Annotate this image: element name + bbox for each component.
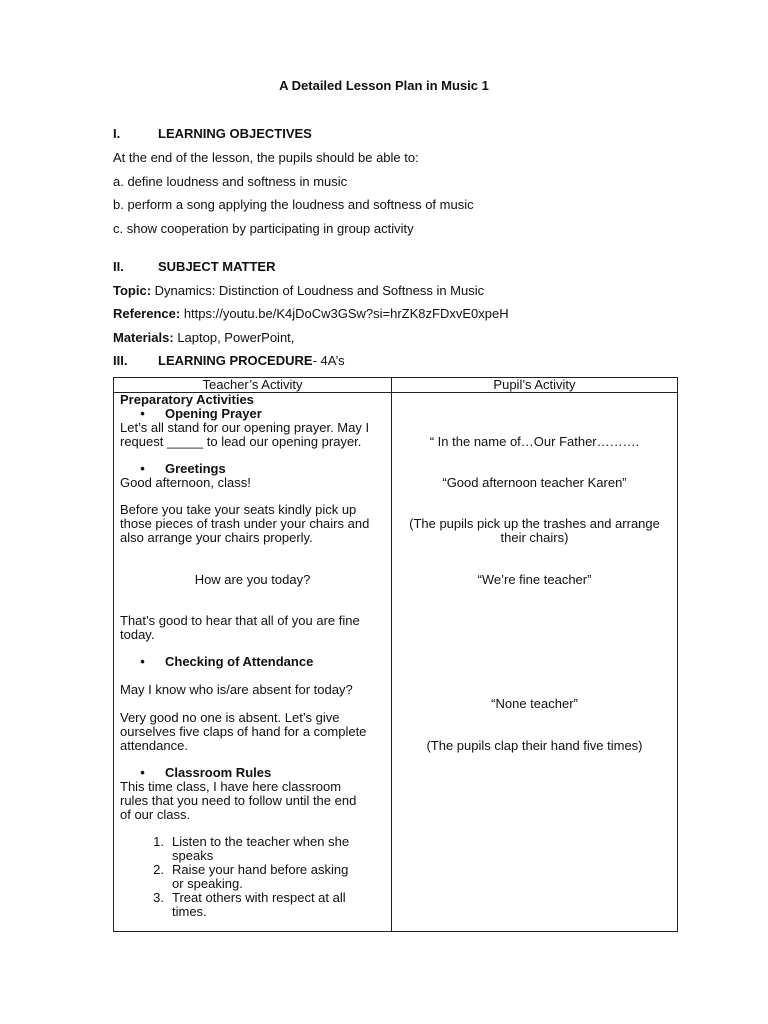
bullet-icon: •: [140, 654, 145, 669]
preparatory-activities-label: Preparatory Activities: [120, 392, 254, 407]
opening-prayer-label: Opening Prayer: [165, 406, 262, 421]
lesson-procedure-table: [113, 377, 678, 932]
rule-text: Raise your hand before asking or speaking.: [172, 862, 349, 891]
pupil-clap-response: (The pupils clap their hand five times): [426, 738, 643, 753]
claps-text: Very good no one is absent. Let’s give: [120, 710, 340, 725]
reference-label: Reference:: [113, 306, 181, 321]
objectives-number: I.: [113, 126, 121, 141]
materials-label: Materials:: [113, 330, 174, 345]
rule-text: Listen to the teacher when she speaks: [172, 834, 350, 863]
reference-line: [113, 306, 509, 321]
rules-intro-text: of our class.: [120, 807, 191, 822]
claps-text: attendance.: [120, 738, 188, 753]
prayer-text: request _____ to lead our opening prayer.: [120, 434, 362, 449]
reference-value: https://youtu.be/K4jDoCw3GSw?si=hrZK8zFDxvE0xpeH: [180, 306, 509, 321]
greetings-label: Greetings: [165, 461, 226, 476]
pupil-fine-response: “We’re fine teacher”: [477, 572, 592, 587]
pupil-absent-response: “None teacher”: [491, 696, 578, 711]
trash-text: those pieces of trash under your chairs and: [120, 516, 370, 531]
objectives-title: LEARNING OBJECTIVES: [158, 126, 312, 141]
greetings-heading: [120, 462, 226, 476]
topic-line: [113, 283, 484, 298]
opening-prayer-heading: [120, 407, 262, 421]
rule-item: [142, 891, 362, 919]
bullet-icon: •: [140, 461, 145, 476]
rule-item: [142, 863, 362, 891]
pupil-greeting-response: “Good afternoon teacher Karen”: [442, 475, 627, 490]
subject-number: II.: [113, 259, 124, 274]
objective-item: c. show cooperation by participating in group activity: [113, 221, 414, 236]
pupil-prayer-response: “ In the name of…Our Father……….: [429, 434, 640, 449]
subject-title: SUBJECT MATTER: [158, 259, 276, 274]
absent-question: May I know who is/are absent for today?: [120, 682, 353, 697]
good-to-hear-text: That’s good to hear that all of you are fine: [120, 613, 360, 628]
how-are-you-text: How are you today?: [194, 572, 311, 587]
document-title: A Detailed Lesson Plan in Music 1: [279, 78, 489, 93]
bullet-icon: •: [140, 406, 145, 421]
trash-text: Before you take your seats kindly pick up: [120, 502, 357, 517]
materials-value: Laptop, PowerPoint,: [173, 330, 295, 345]
pupil-column-header: Pupil’s Activity: [392, 378, 678, 393]
attendance-heading: [120, 655, 313, 669]
teacher-column-header: Teacher’s Activity: [114, 378, 392, 393]
subject-heading: [113, 259, 275, 274]
rules-intro-text: This time class, I have here classroom: [120, 779, 342, 794]
objective-item: a. define loudness and softness in music: [113, 174, 348, 189]
claps-text: ourselves five claps of hand for a complete: [120, 724, 367, 739]
classroom-rules-heading: [120, 766, 271, 780]
bullet-icon: •: [140, 765, 145, 780]
good-to-hear-text: today.: [120, 627, 155, 642]
procedure-heading: [113, 353, 345, 368]
greeting-text: Good afternoon, class!: [120, 475, 251, 490]
pupil-trash-response: their chairs): [500, 530, 569, 545]
rules-intro-text: rules that you need to follow until the end: [120, 793, 357, 808]
objectives-heading: [113, 126, 312, 141]
rule-number: 2.: [153, 862, 164, 877]
rule-text: Treat others with respect at all times.: [172, 890, 346, 919]
prayer-text: Let’s all stand for our opening prayer. May I: [120, 420, 370, 435]
table-header-row: [114, 378, 678, 393]
objectives-intro: At the end of the lesson, the pupils should be able to:: [113, 150, 419, 165]
procedure-suffix: - 4A’s: [312, 353, 345, 368]
procedure-number: III.: [113, 353, 128, 368]
teacher-activity-cell: [114, 393, 392, 932]
topic-label: Topic:: [113, 283, 152, 298]
attendance-label: Checking of Attendance: [165, 654, 314, 669]
table-row: [114, 393, 678, 932]
pupil-trash-response: (The pupils pick up the trashes and arrange: [409, 516, 660, 531]
topic-value: Dynamics: Distinction of Loudness and Softness in Music: [151, 283, 485, 298]
trash-text: also arrange your chairs properly.: [120, 530, 313, 545]
pupil-activity-cell: [392, 393, 678, 932]
procedure-title: LEARNING PROCEDURE: [158, 353, 313, 368]
materials-line: [113, 330, 294, 345]
classroom-rules-label: Classroom Rules: [165, 765, 272, 780]
rule-item: [142, 835, 362, 863]
rule-number: 1.: [153, 834, 164, 849]
objective-item: b. perform a song applying the loudness and softness of music: [113, 197, 474, 212]
rule-number: 3.: [153, 890, 164, 905]
